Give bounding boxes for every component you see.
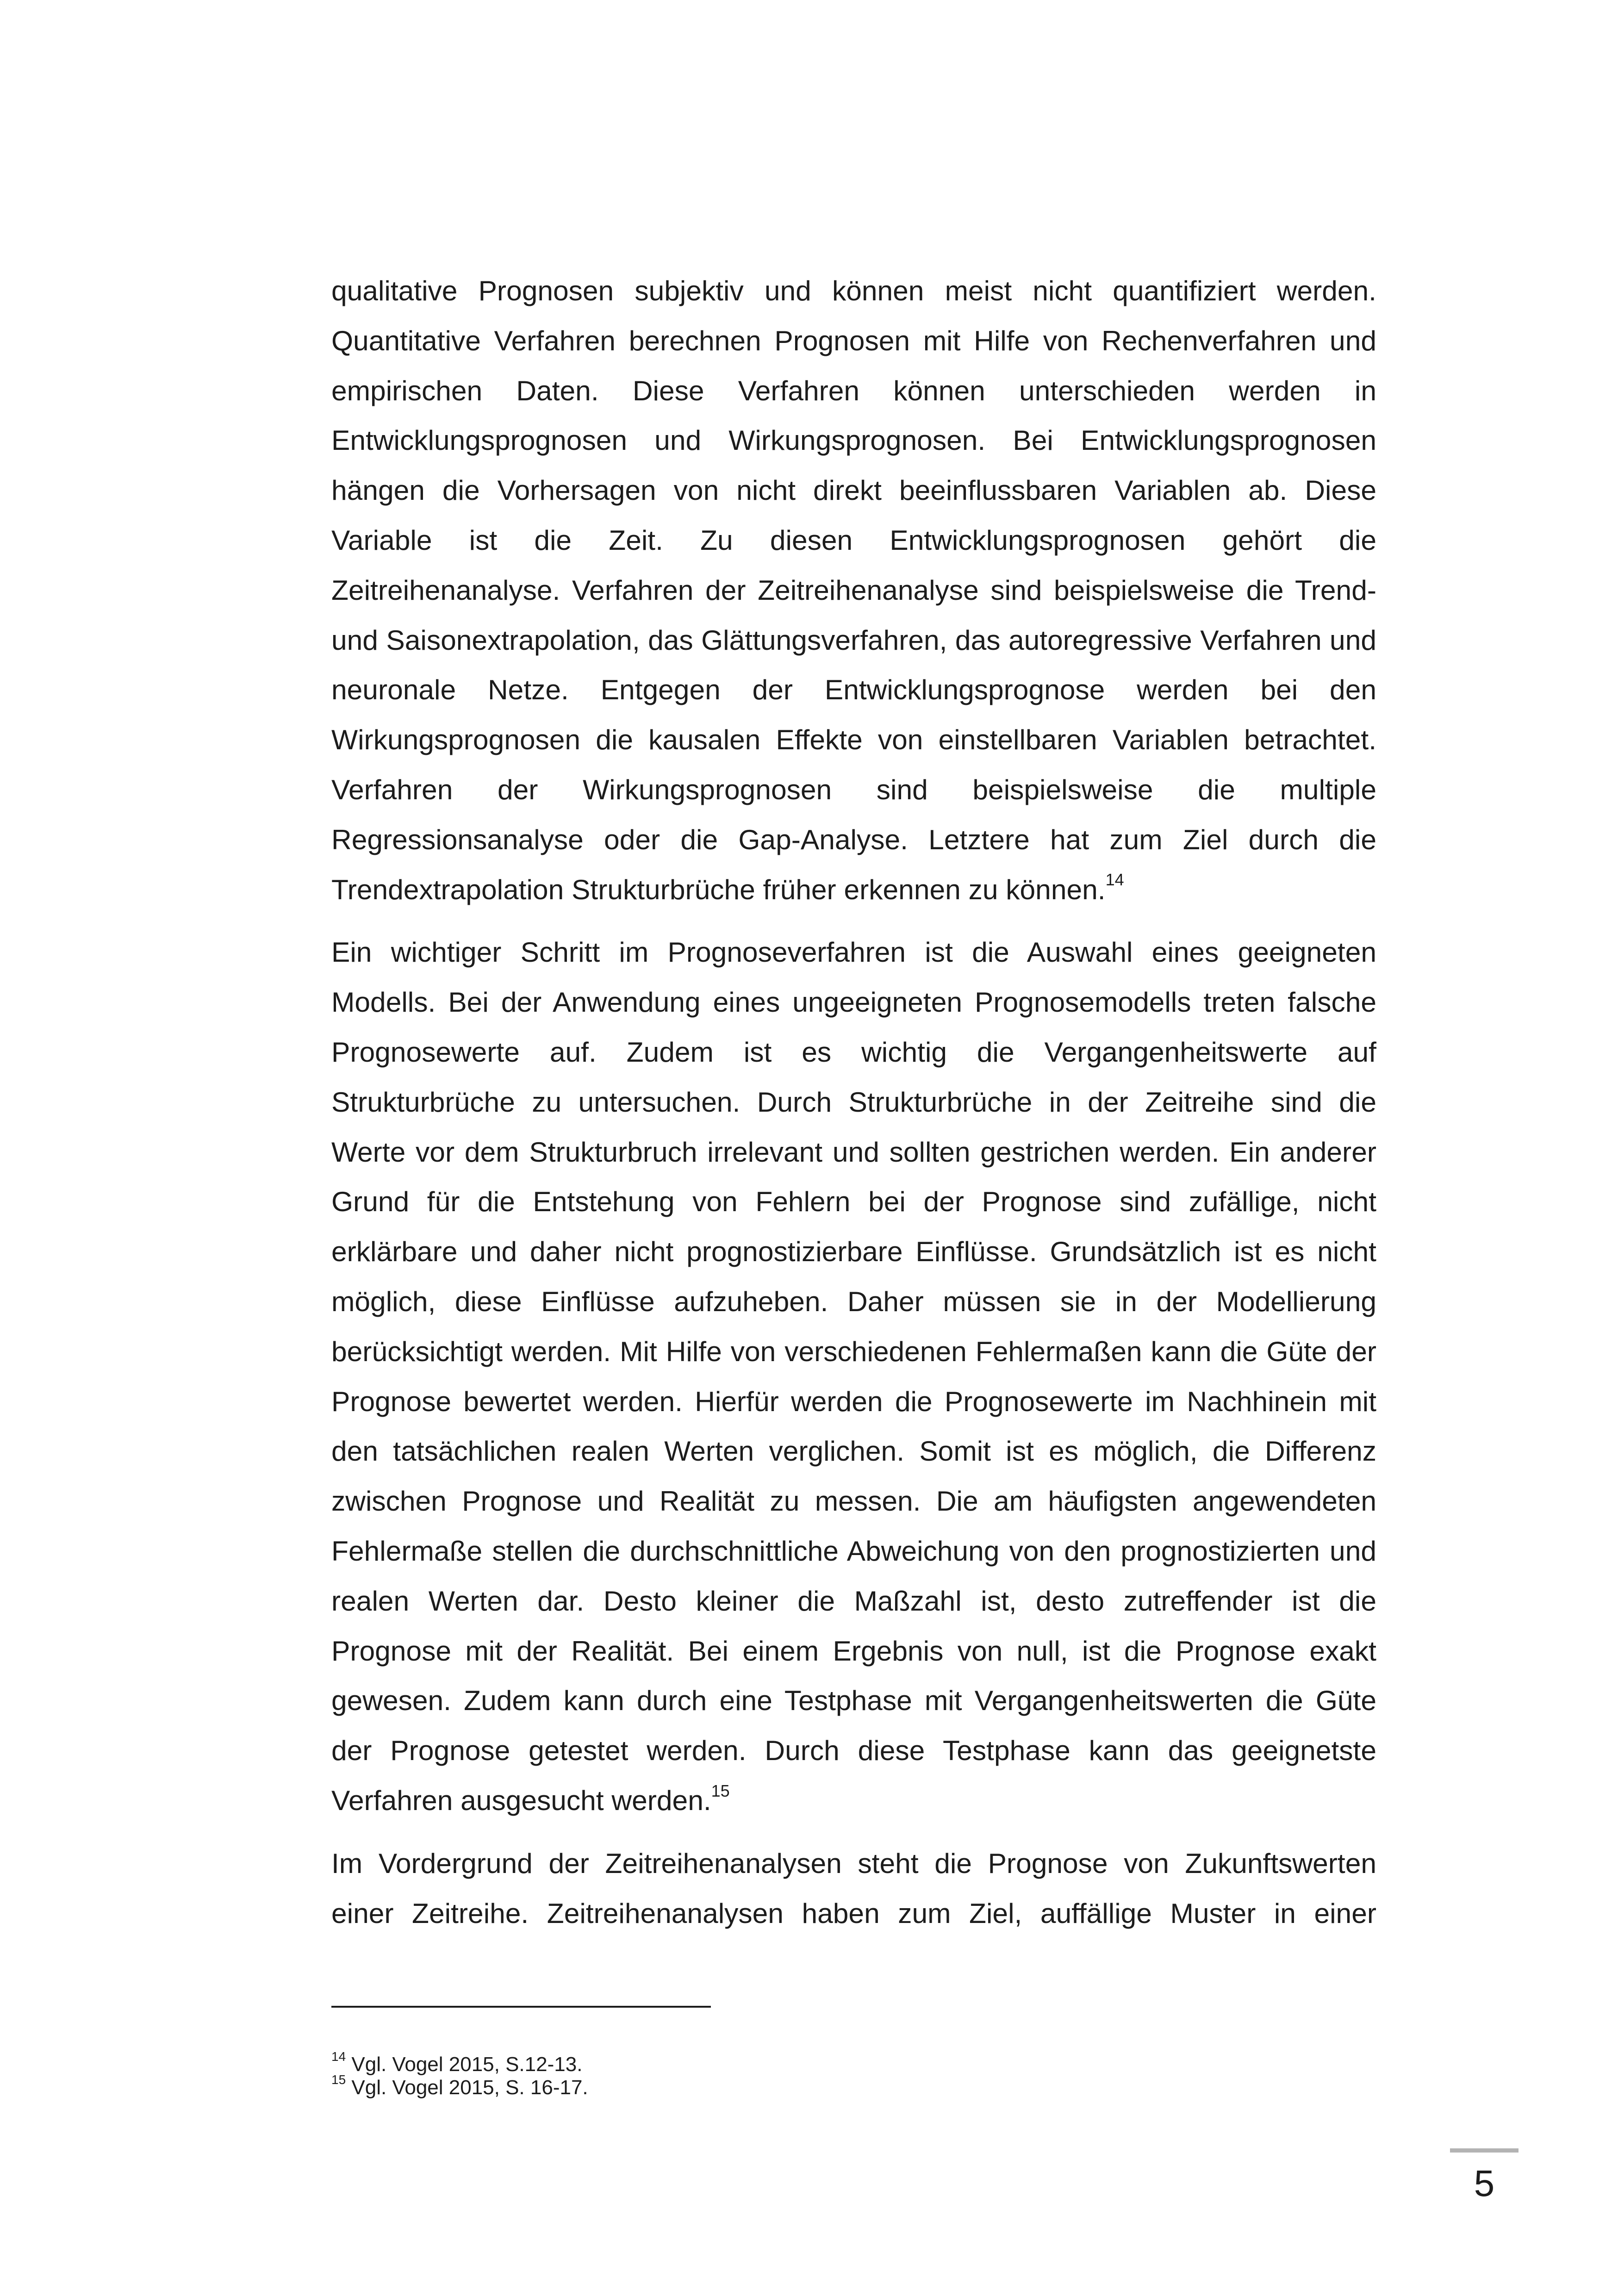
footnotes xyxy=(331,2049,1376,2099)
footnote-14 xyxy=(331,2049,1376,2076)
paragraph-2-text: Ein wichtiger Schritt im Prognoseverfahren ist die Auswahl eines geeigneten Modells. Bei der Anwendung eines ungeeigneten Prognosemodells treten falsche Prognosewerte auf. Zudem ist es wichtig die Vergangenheitswerte auf Strukturbrüche zu untersuchen. Durch Strukturbrüche in der Zeitreihe sind die Werte vor dem Strukturbruch irrelevant und sollten gestrichen werden. Ein anderer Grund für die Entstehung von Fehlern bei der Prognose sind zufällige, nicht erklärbare und daher nicht prognostizierbare Einflüsse. Grundsätzlich ist es nicht möglich, diese Einflüsse aufzuheben. Daher müssen sie in der Modellierung berücksichtigt werden. Mit Hilfe von verschiedenen Fehlermaßen kann die Güte der Prognose bewertet werden. Hierfür werden die Prognosewerte im Nachhinein mit den tatsächlichen realen Werten verglichen. Somit ist es möglich, die Differenz zwischen Prognose und Realität zu messen. Die am häufigsten angewendeten Fehlermaße stellen die durchschnittliche Abweichung von den prognostizierten und realen Werten dar. Desto kleiner die Maßzahl ist, desto zutreffender ist die Prognose mit der Realität. Bei einem Ergebnis von null, ist die Prognose exakt gewesen. Zudem kann durch eine Testphase mit Vergangenheitswerten die Güte der Prognose getestet werden. Durch diese Testphase kann das geeignetste Verfahren ausgesucht werden. xyxy=(331,936,1376,1816)
footnote-separator xyxy=(331,2006,711,2008)
footnote-ref-14: 14 xyxy=(1105,870,1124,890)
footnote-ref-15: 15 xyxy=(711,1781,730,1800)
body-text xyxy=(331,266,1376,1938)
paragraph-3 xyxy=(331,1839,1376,1939)
paragraph-1 xyxy=(331,266,1376,915)
paragraph-3-text: Im Vordergrund der Zeitreihenanalysen steht die Prognose von Zukunftswerten einer Zeitreihe. Zeitreihenanalysen haben zum Ziel, auffällige Muster in einer xyxy=(331,1847,1376,1929)
paragraph-2 xyxy=(331,927,1376,1825)
footnote-number: 14 xyxy=(331,2049,346,2064)
page-number: 5 xyxy=(1474,2163,1495,2204)
page-number-rule xyxy=(1450,2148,1518,2153)
footnote-15 xyxy=(331,2072,1376,2099)
footnote-text: Vgl. Vogel 2015, S.12-13. xyxy=(346,2053,583,2076)
footnote-text: Vgl. Vogel 2015, S. 16-17. xyxy=(346,2076,588,2099)
paragraph-1-text: qualitative Prognosen subjektiv und können meist nicht quantifiziert werden. Quantitative Verfahren berechnen Prognosen mit Hilfe von Rechenverfahren und empirischen Daten. Diese Verfahren können unterschieden werden in Entwicklungsprognosen und Wirkungsprognosen. Bei Entwicklungsprognosen hängen die Vorhersagen von nicht direkt beeinflussbaren Variablen ab. Diese Variable ist die Zeit. Zu diesen Entwicklungsprognosen gehört die Zeitreihenanalyse. Verfahren der Zeitreihenanalyse sind beispielsweise die Trend- und Saisonextrapolation, das Glättungsverfahren, das autoregressive Verfahren und neuronale Netze. Entgegen der Entwicklungsprognose werden bei den Wirkungsprognosen die kausalen Effekte von einstellbaren Variablen betrachtet. Verfahren der Wirkungsprognosen sind beispielsweise die multiple Regressionsanalyse oder die Gap-Analyse. Letztere hat zum Ziel durch die Trendextrapolation Strukturbrüche früher erkennen zu können. xyxy=(331,275,1376,905)
footnote-number: 15 xyxy=(331,2072,346,2087)
